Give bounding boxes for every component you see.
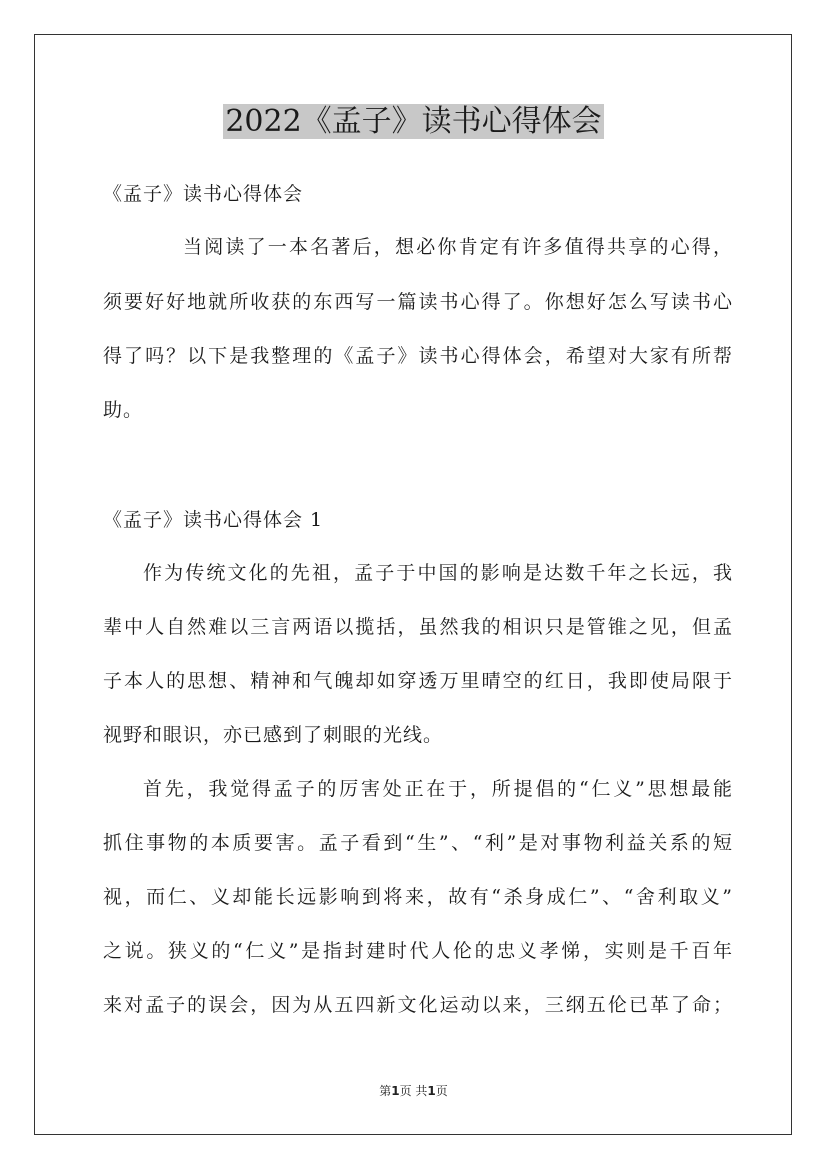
paragraph1-line-1: 作为传统文化的先祖，孟子于中国的影响是达数千年之长远，我 — [143, 562, 733, 584]
document-title — [0, 98, 827, 146]
intro-line-1: 当阅读了一本名著后，想必你肯定有许多值得共享的心得， — [183, 236, 733, 258]
paragraph2-line-3: 视，而仁、义却能长远影响到将来，故有“杀身成仁”、“舍利取义” — [103, 886, 733, 908]
page-footer — [0, 1082, 827, 1100]
section-heading: 《孟子》读书心得体会 1 — [103, 509, 324, 531]
document-subtitle: 《孟子》读书心得体会 — [103, 183, 304, 205]
paragraph2-line-1: 首先，我觉得孟子的厉害处正在于，所提倡的“仁义”思想最能 — [143, 778, 733, 800]
paragraph1-line-2: 辈中人自然难以三言两语以揽括，虽然我的相识只是管锥之见，但孟 — [103, 616, 733, 638]
footer-page-suffix: 页 — [435, 1084, 448, 1098]
footer-page-mid: 页 共 — [399, 1084, 428, 1098]
footer-page-prefix: 第 — [379, 1084, 392, 1098]
document-title-text: 2022《孟子》读书心得体会 — [225, 104, 602, 139]
intro-line-2: 须要好好地就所收获的东西写一篇读书心得了。你想好怎么写读书心 — [103, 291, 733, 313]
paragraph1-line-4: 视野和眼识，亦已感到了刺眼的光线。 — [103, 724, 444, 746]
paragraph1-line-3: 子本人的思想、精神和气魄却如穿透万里晴空的红日，我即使局限于 — [103, 670, 733, 692]
intro-line-4: 助。 — [103, 399, 144, 421]
intro-line-3: 得了吗？以下是我整理的《孟子》读书心得体会，希望对大家有所帮 — [103, 345, 733, 367]
footer-page-total: 1 — [427, 1084, 436, 1098]
paragraph2-line-4: 之说。狭义的“仁义”是指封建时代人伦的忠义孝悌，实则是千百年 — [103, 940, 733, 962]
paragraph2-line-5: 来对孟子的误会，因为从五四新文化运动以来，三纲五伦已革了命； — [103, 994, 733, 1016]
paragraph2-line-2: 抓住事物的本质要害。孟子看到“生”、“利”是对事物利益关系的短 — [103, 832, 733, 854]
footer-page-number: 1 — [391, 1084, 400, 1098]
